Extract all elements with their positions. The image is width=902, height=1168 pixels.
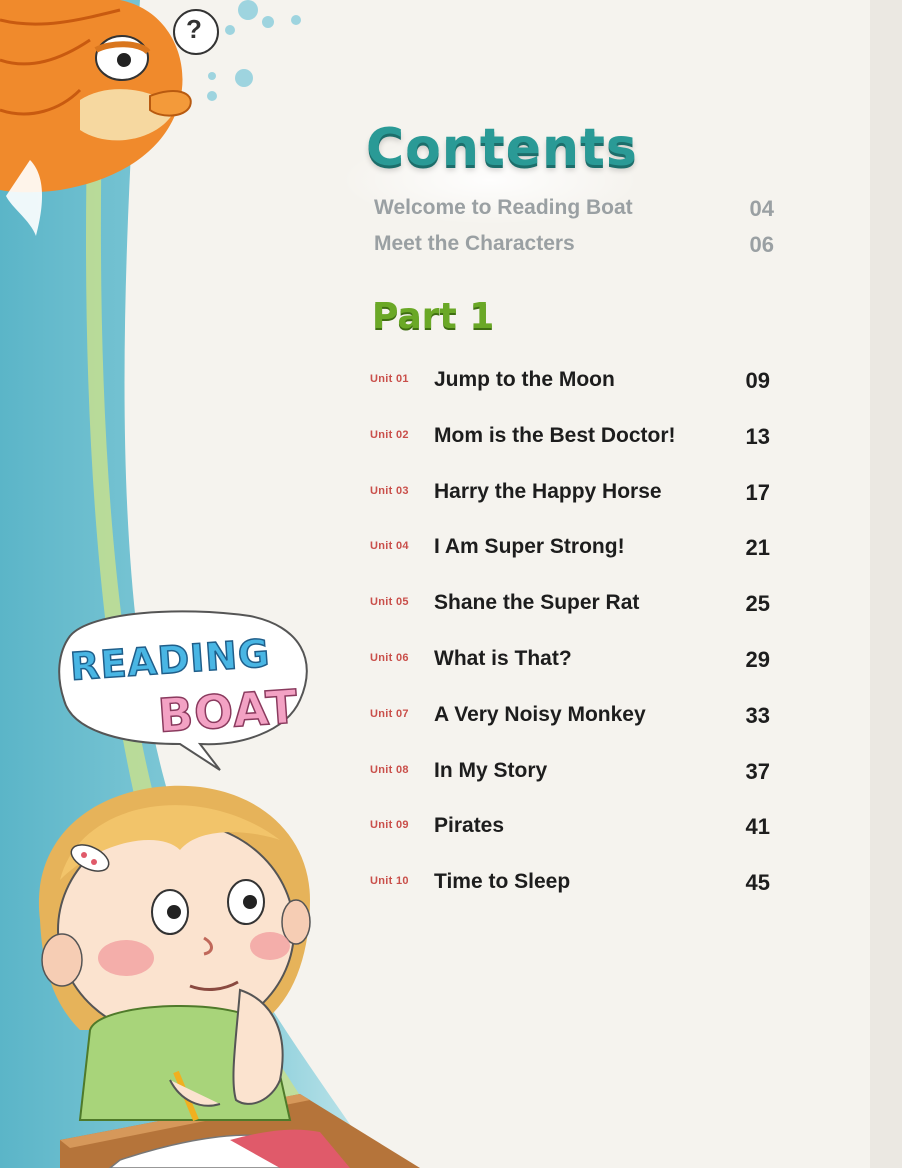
logo-line-boat: BOAT <box>156 679 301 743</box>
unit-page: 37 <box>745 758 770 784</box>
unit-page: 29 <box>745 646 770 672</box>
unit-title: A Very Noisy Monkey <box>434 702 646 726</box>
unit-number: Unit 09 <box>370 819 409 832</box>
unit-page: 17 <box>745 479 770 505</box>
front-matter-item[interactable] <box>374 196 774 232</box>
question-mark-icon: ? <box>186 14 202 44</box>
unit-title: I Am Super Strong! <box>434 535 625 559</box>
unit-row[interactable] <box>370 643 774 699</box>
unit-number: Unit 03 <box>370 484 409 497</box>
unit-row[interactable] <box>370 755 774 811</box>
unit-number: Unit 02 <box>370 428 409 441</box>
unit-number: Unit 05 <box>370 596 409 609</box>
front-matter-page: 04 <box>749 196 774 221</box>
unit-row[interactable] <box>370 364 774 420</box>
unit-title: Time to Sleep <box>434 870 571 894</box>
part-title: Part 1 <box>372 296 495 337</box>
unit-page: 21 <box>745 535 770 561</box>
unit-title: Harry the Happy Horse <box>434 479 662 503</box>
unit-number: Unit 04 <box>370 540 409 553</box>
unit-page: 45 <box>745 870 770 896</box>
unit-title: What is That? <box>434 646 572 670</box>
unit-title: Pirates <box>434 814 505 838</box>
unit-row[interactable] <box>370 810 774 866</box>
logo-line-reading: READING <box>68 631 272 689</box>
unit-page: 25 <box>745 591 770 617</box>
unit-row[interactable] <box>370 420 774 476</box>
unit-row[interactable] <box>370 699 774 755</box>
front-matter-item[interactable] <box>374 232 774 268</box>
front-matter-label: Welcome to Reading Boat <box>374 196 633 219</box>
unit-page: 41 <box>745 814 770 840</box>
unit-title: Shane the Super Rat <box>434 591 640 615</box>
front-matter-page: 06 <box>749 232 774 257</box>
unit-row[interactable] <box>370 476 774 532</box>
reading-boat-logo <box>68 631 310 748</box>
unit-number: Unit 01 <box>370 373 409 385</box>
unit-number: Unit 08 <box>370 763 409 776</box>
unit-row[interactable] <box>370 866 774 922</box>
front-matter-label: Meet the Characters <box>374 232 575 255</box>
unit-page: 09 <box>745 368 770 393</box>
unit-row[interactable] <box>370 587 774 643</box>
unit-page: 13 <box>745 423 770 449</box>
unit-title: Mom is the Best Doctor! <box>434 423 676 447</box>
front-matter-list <box>374 196 774 268</box>
unit-number: Unit 10 <box>370 875 409 888</box>
unit-title: Jump to the Moon <box>434 368 615 391</box>
unit-page: 33 <box>745 702 770 728</box>
unit-number: Unit 07 <box>370 707 409 720</box>
unit-row[interactable] <box>370 531 774 587</box>
unit-title: In My Story <box>434 758 548 782</box>
unit-number: Unit 06 <box>370 651 409 664</box>
contents-title: Contents <box>366 118 638 178</box>
unit-list <box>370 364 774 922</box>
